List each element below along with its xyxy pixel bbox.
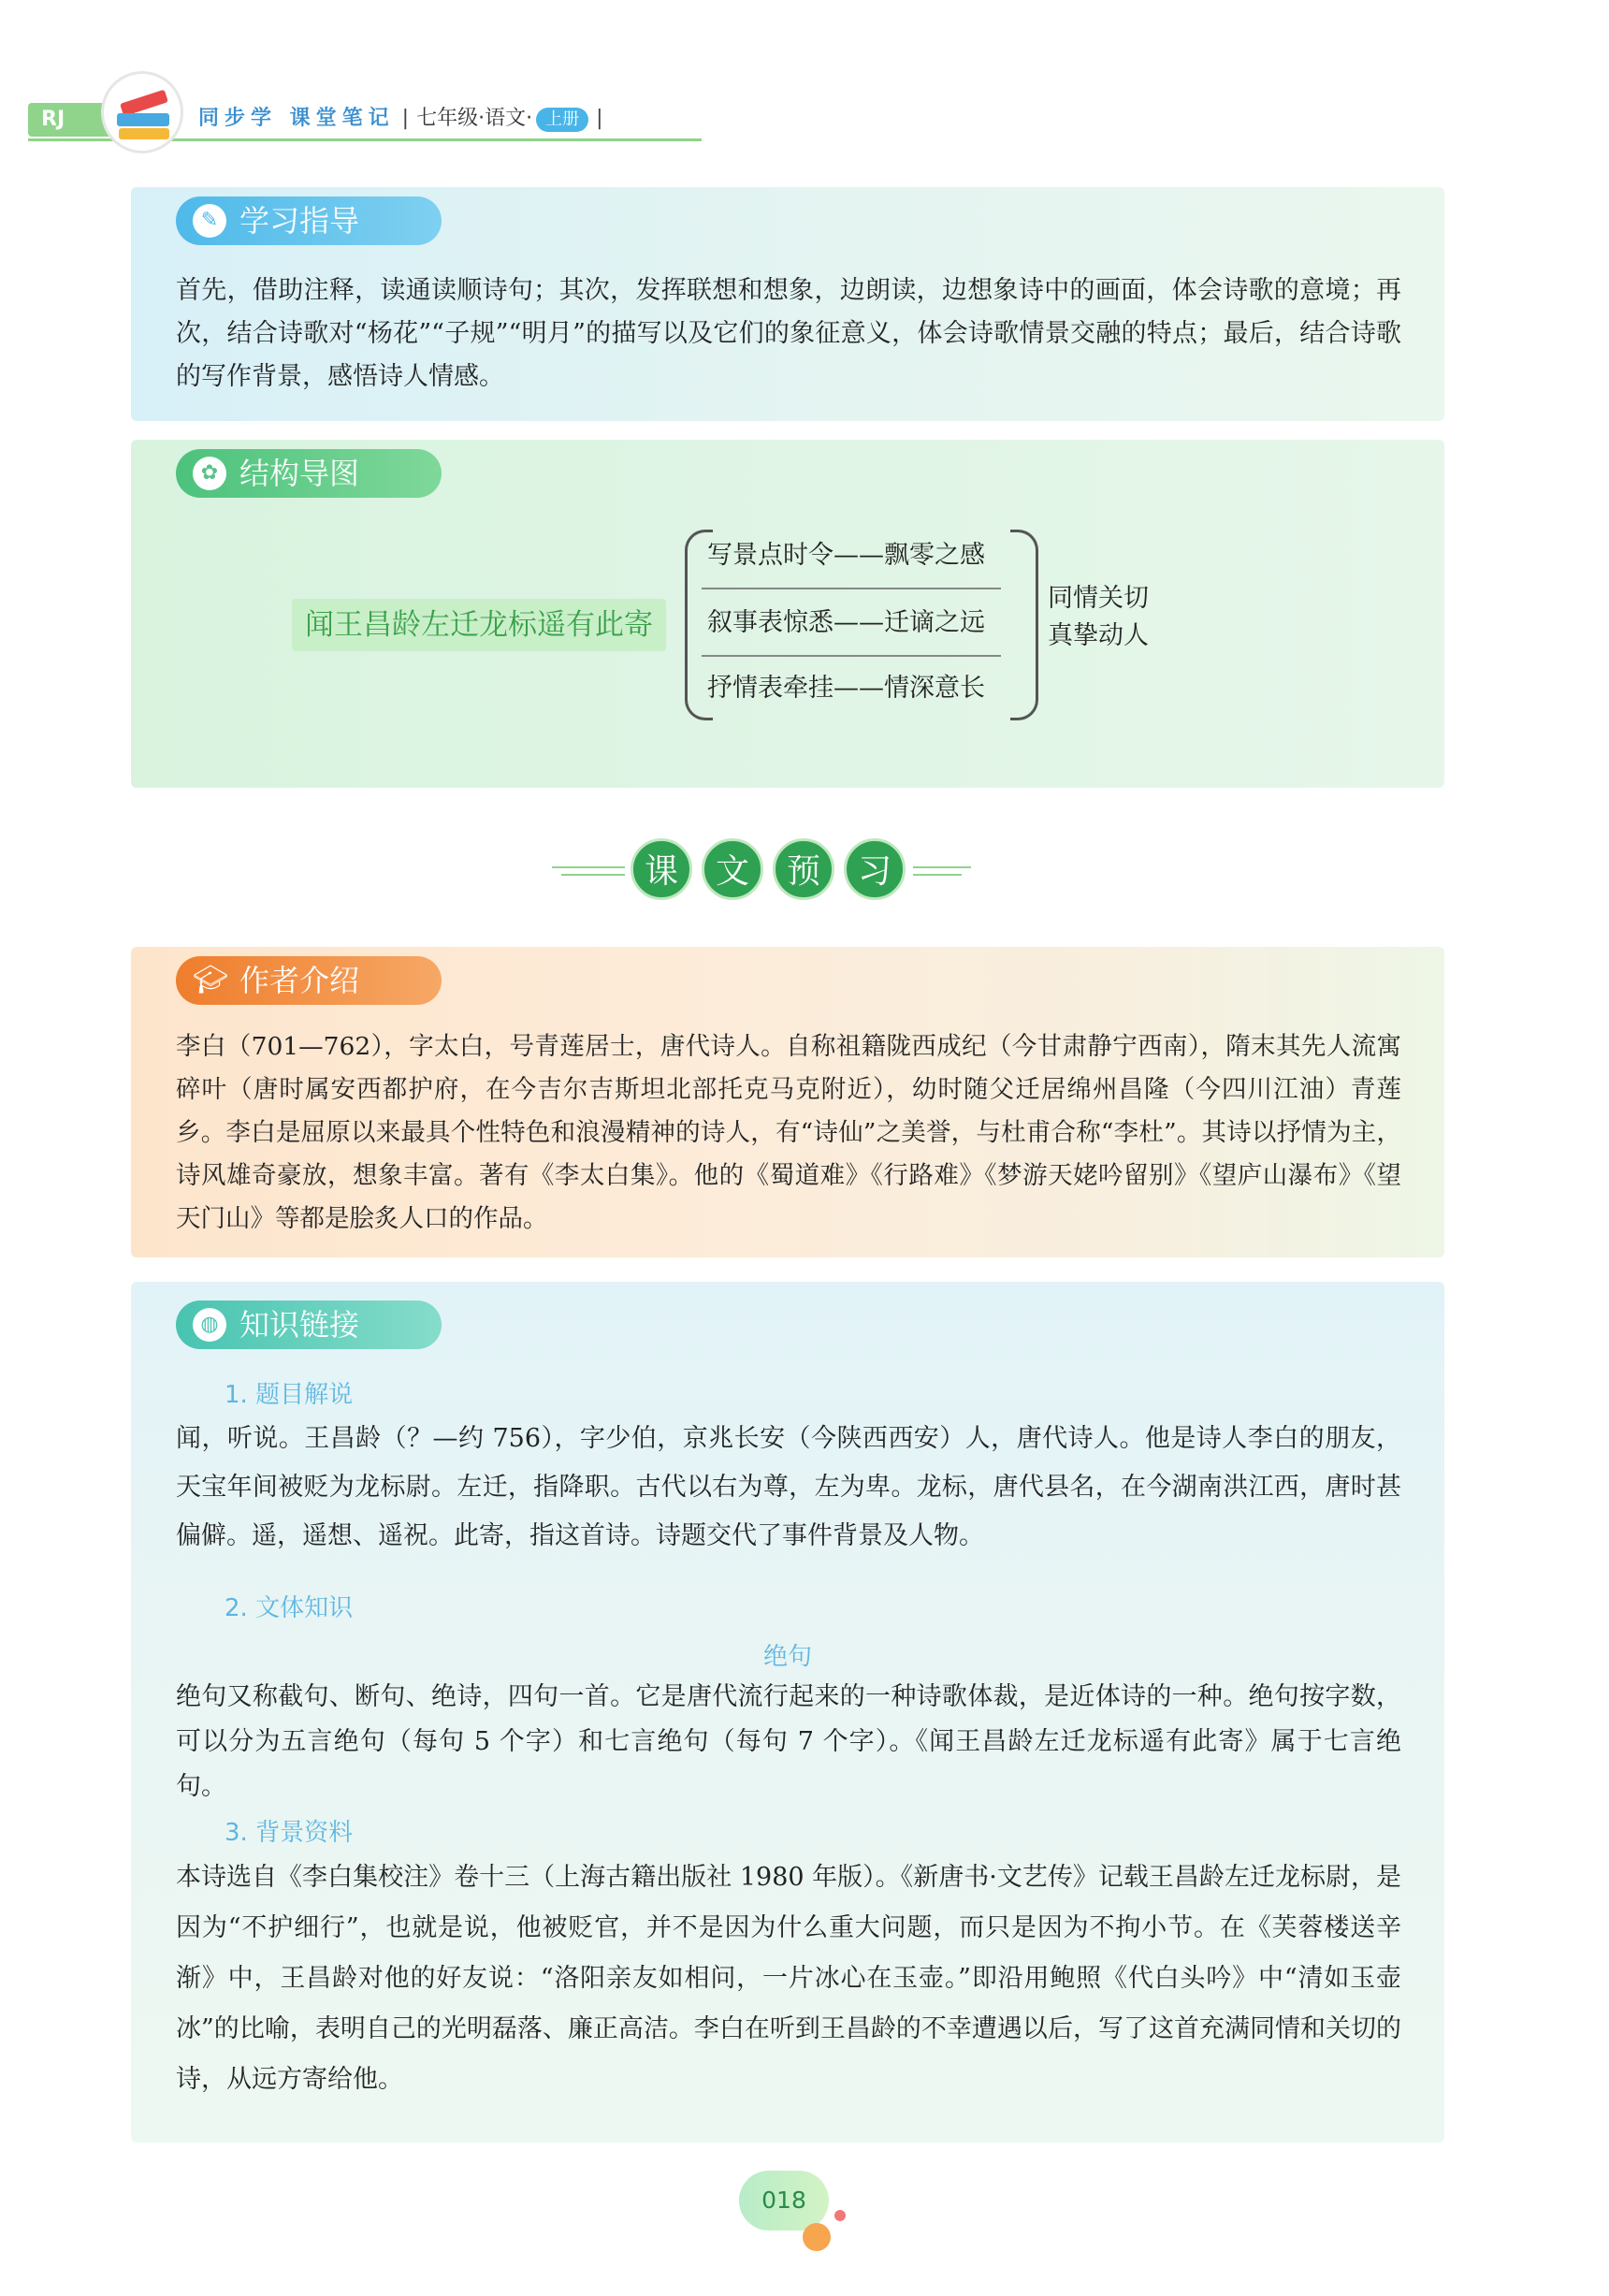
edition-tab: RJ xyxy=(28,103,131,137)
grade-subject: 七年级·语文· xyxy=(416,107,533,130)
pencil-icon: ✎ xyxy=(193,204,226,238)
graduation-cap-icon: 🎓︎ xyxy=(193,964,229,996)
globe-icon: ◍ xyxy=(193,1308,226,1342)
decor-dot xyxy=(834,2210,846,2221)
books-logo-icon xyxy=(101,71,183,153)
banner-rule-right-2 xyxy=(913,874,962,876)
conclusion-line-2: 真挚动人 xyxy=(1048,621,1149,650)
background-text: 本诗选自《李白集校注》卷十三（上海古籍出版社 1980 年版）。《新唐书·文艺传》记载王昌龄左迁龙标尉，是因为“不护细行”，也就是说，他被贬官，并不是因为什么重大问题，而只是因为不拘小节。在《芙蓉楼送辛渐》中，王昌龄对他的好友说：“洛阳亲友如相问，一片冰心在玉壶。”即沿用鲍照《代白头吟》中“清如玉壶冰”的比喻，表明自己的光明磊落、廉正高洁。李白在听到王昌龄的不幸遭遇以后，写了这首充满同情和关切的诗，从远方寄给他。 xyxy=(176,1863,1401,2094)
banner-char: 文 xyxy=(702,838,763,900)
author-section xyxy=(131,947,1444,1257)
right-brace xyxy=(1010,530,1038,720)
preview-banner xyxy=(552,833,982,908)
genre-center-heading: 绝句 xyxy=(762,1643,812,1671)
series-name: 同步学 课堂笔记 xyxy=(198,107,395,130)
banner-rule-left-2 xyxy=(561,874,625,876)
banner-rule-right xyxy=(913,866,971,868)
decor-dot xyxy=(803,2223,831,2251)
title-explain-text: 闻，听说。王昌龄（？—约 756），字少伯，京兆长安（今陕西西安）人，唐代诗人。他是诗人李白的朋友，天宝年间被贬为龙标尉。左迁，指降职。古代以右为尊，左为卑。龙标，唐代县名，在今湖南洪江西，唐时甚偏僻。遥，遥想、遥祝。此寄，指这首诗。诗题交代了事件背景及人物。 xyxy=(176,1424,1401,1550)
palette-icon: ✿ xyxy=(193,457,226,490)
study-guide-text: 首先，借助注释，读通读顺诗句；其次，发挥联想和想象，边朗读，边想象诗中的画面，体会诗歌的意境；再次，结合诗歌对“杨花”“子规”“明月”的描写以及它们的象征意义，体会诗歌情景交融的特点；最后，结合诗歌的写作背景，感悟诗人情感。 xyxy=(176,276,1401,391)
map-divider xyxy=(702,655,1001,657)
map-item: 叙事表惊悉——迁谪之远 xyxy=(707,608,985,637)
map-divider xyxy=(702,588,1001,589)
subheading-background: 3. 背景资料 xyxy=(225,1819,354,1847)
author-text: 李白（701—762），字太白，号青莲居士，唐代诗人。自称祖籍陇西成纪（今甘肃静宁西南），隋末其先人流寓碎叶（唐时属安西都护府，在今吉尔吉斯坦北部托克马克附近），幼时随父迁居绵州昌隆（今四川江油）青莲乡。李白是屈原以来最具个性特色和浪漫精神的诗人，有“诗仙”之美誉，与杜甫合称“李杜”。其诗以抒情为主，诗风雄奇豪放，想象丰富。著有《李太白集》。他的《蜀道难》《行路难》《梦游天姥吟留别》《望庐山瀑布》《望天门山》等都是脍炙人口的作品。 xyxy=(176,1032,1401,1233)
page-header xyxy=(19,65,702,150)
banner-char: 习 xyxy=(844,838,906,900)
subheading-genre: 2. 文体知识 xyxy=(225,1594,354,1622)
map-item: 抒情表牵挂——情深意长 xyxy=(707,674,985,703)
structure-map-heading: ✿ 结构导图 xyxy=(176,449,442,498)
banner-char: 预 xyxy=(773,838,834,900)
banner-rule-left xyxy=(552,866,625,868)
structure-map-section xyxy=(131,440,1444,788)
page-number: 018 xyxy=(739,2171,829,2231)
header-title: 同步学 课堂笔记 | 七年级·语文· 上册 | xyxy=(198,107,603,130)
poem-title-node: 闻王昌龄左迁龙标遥有此寄 xyxy=(292,599,666,651)
author-heading: 🎓︎ 作者介绍 xyxy=(176,956,442,1005)
genre-text: 绝句又称截句、断句、绝诗，四句一首。它是唐代流行起来的一种诗歌体裁，是近体诗的一种。绝句按字数，可以分为五言绝句（每句 5 个字）和七言绝句（每句 7 个字）。《闻王昌龄左迁龙标遥有此寄》属于七言绝句。 xyxy=(176,1682,1401,1801)
map-item: 写景点时令——飘零之感 xyxy=(707,541,985,570)
volume-badge: 上册 xyxy=(536,108,588,132)
map-conclusion xyxy=(1048,580,1149,655)
conclusion-line-1: 同情关切 xyxy=(1048,584,1149,613)
banner-char: 课 xyxy=(631,838,692,900)
study-guide-section xyxy=(131,187,1444,421)
knowledge-section xyxy=(131,1282,1444,2143)
subheading-title-explain: 1. 题目解说 xyxy=(225,1381,354,1409)
study-guide-heading: ✎ 学习指导 xyxy=(176,196,442,245)
knowledge-heading: ◍ 知识链接 xyxy=(176,1301,442,1349)
